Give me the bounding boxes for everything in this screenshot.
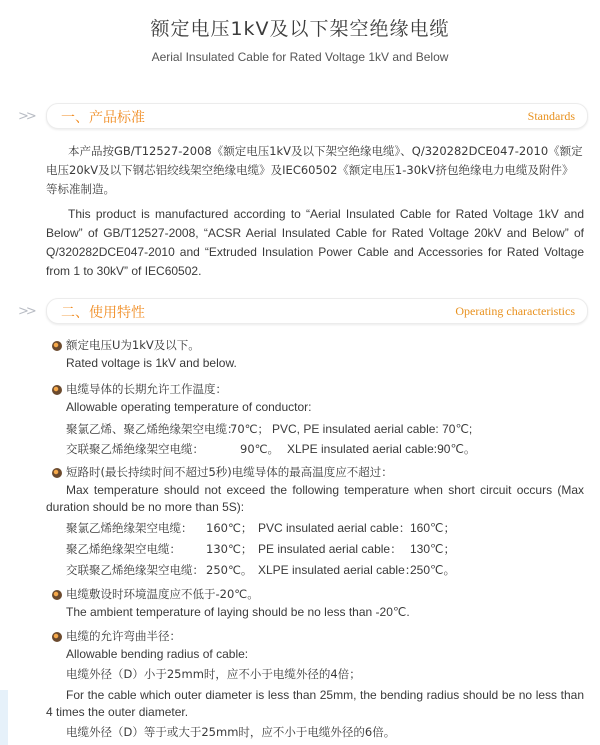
- item3-row3-cn: 交联聚乙烯绝缘架空电缆：: [66, 563, 204, 577]
- page-edge-decoration: [0, 690, 8, 745]
- item1-cn: 额定电压U为1kV及以下。: [66, 338, 200, 352]
- operating-heading-en: Operating characteristics: [455, 304, 575, 318]
- bullet-icon: [52, 632, 62, 642]
- item5-en: Allowable bending radius of cable:: [66, 647, 249, 661]
- item3-row2-en: PE insulated aerial cable：: [258, 542, 403, 556]
- standards-heading-bar: [46, 103, 588, 129]
- item2-row2-cn-value: 90℃。: [240, 442, 280, 456]
- item3-row3-cn-value: 250℃。: [206, 563, 253, 577]
- bullet-icon: [52, 590, 62, 600]
- page-title: 额定电压1kV及以下架空绝缘电缆: [150, 18, 450, 40]
- operating-heading-bar: [46, 298, 588, 324]
- item3-row2-cn-value: 130℃；: [206, 542, 253, 556]
- item5-case1-cn: 电缆外径（D）小于25mm时，应不小于电缆外径的4倍；: [66, 667, 361, 681]
- standards-paragraph-cn: 本产品按GB/T12527-2008《额定电压1kV及以下架空绝缘电缆》、Q/320282DCE047-2010《额定电压20kV及以下钢芯铝绞线架空绝缘电缆》及IEC60502《额定电压1-30kV挤包绝缘电力电缆及附件》等标准制造。: [46, 144, 583, 196]
- bullet-icon: [52, 468, 62, 478]
- item2-row1-cn: 聚氯乙烯、聚乙烯绝缘架空电缆：: [66, 422, 239, 436]
- item4-cn: 电缆敷设时环境温度应不低于-20℃。: [66, 587, 259, 601]
- item3-row3-en: XLPE insulated aerial cable：: [258, 563, 417, 577]
- item3-row1-en-value: 160℃；: [410, 521, 456, 535]
- chevron-right-icon: >>: [18, 109, 34, 124]
- item3-row3-en-value: 250℃。: [410, 563, 456, 577]
- standards-heading: 一、产品标准: [61, 110, 145, 126]
- item3-row1-en: PVC insulated aerial cable：: [258, 521, 411, 535]
- item5-cn: 电缆的允许弯曲半径：: [66, 629, 181, 643]
- item3-row2-en-value: 130℃；: [410, 542, 456, 556]
- item2-row2-en: XLPE insulated aerial cable:90℃。: [287, 442, 476, 456]
- item4-en: The ambient temperature of laying should be no less than -20℃.: [66, 605, 410, 619]
- item3-row1-cn: 聚氯乙烯绝缘架空电缆：: [66, 521, 193, 535]
- item2-cn: 电缆导体的长期允许工作温度：: [66, 382, 227, 396]
- operating-heading: 二、使用特性: [61, 305, 145, 321]
- item3-row2-cn: 聚乙烯绝缘架空电缆：: [66, 542, 181, 556]
- item3-cn: 短路时(最长持续时间不超过5秒)电缆导体的最高温度应不超过：: [66, 465, 393, 479]
- item2-en: Allowable operating temperature of conductor:: [66, 400, 312, 414]
- item3-row1-cn-value: 160℃；: [206, 521, 253, 535]
- page-subtitle: Aerial Insulated Cable for Rated Voltage 1kV and Below: [151, 50, 449, 64]
- standards-paragraph-en: This product is manufactured according to “Aerial Insulated Cable for Rated Voltage 1kV and Below” of GB/T12527-2008, “ACSR Aerial Insulated Cable for Rated Voltage 20kV and Below” of Q/320282DCE047-2010 and “Extruded Insulation Power Cable and Accessories for Rated Voltage from 1 to 30kV” of IEC60502.: [46, 207, 584, 278]
- bullet-icon: [52, 341, 62, 351]
- operating-section-header: [0, 298, 600, 324]
- standards-heading-en: Standards: [527, 109, 575, 123]
- standards-section-header: [0, 103, 600, 129]
- item2-row1-en: PVC, PE insulated aerial cable: 70℃;: [272, 422, 473, 436]
- item1-en: Rated voltage is 1kV and below.: [66, 356, 237, 370]
- bullet-icon: [52, 385, 62, 395]
- item2-row2-cn: 交联聚乙烯绝缘架空电缆：: [66, 442, 204, 456]
- item5-case1-en: For the cable which outer diameter is less than 25mm, the bending radius should be no less than 4 times the outer diameter.: [46, 688, 584, 719]
- item5-case2-cn: 电缆外径（D）等于或大于25mm时，应不小于电缆外径的6倍。: [66, 725, 396, 739]
- item2-row1-cn-value: 70℃；: [230, 422, 270, 436]
- chevron-right-icon: >>: [18, 304, 34, 319]
- item3-en: Max temperature should not exceed the following temperature when short circuit occurs (Max duration should be no more than 5S):: [46, 483, 584, 514]
